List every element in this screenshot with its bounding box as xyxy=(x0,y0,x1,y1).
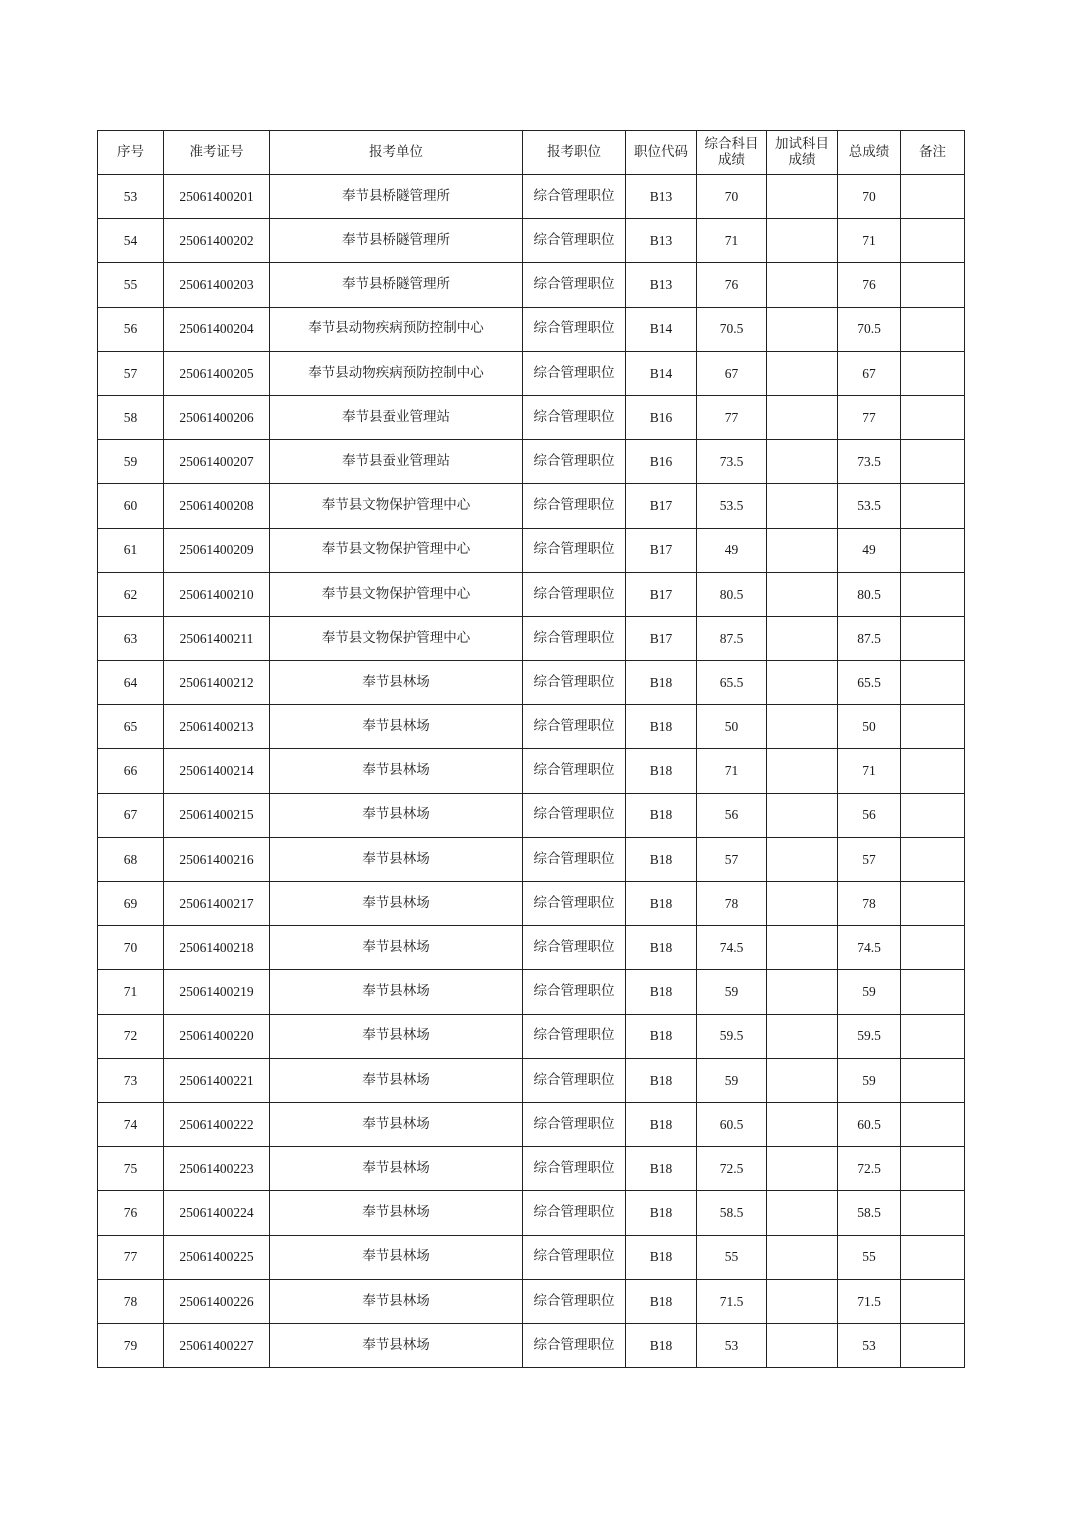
cell-seq: 65 xyxy=(98,705,164,749)
cell-code: B18 xyxy=(626,1058,697,1102)
cell-extra-score xyxy=(767,175,838,219)
cell-code: B17 xyxy=(626,616,697,660)
cell-comp-score: 73.5 xyxy=(697,440,767,484)
cell-code: B18 xyxy=(626,1279,697,1323)
cell-comp-score: 70.5 xyxy=(697,307,767,351)
cell-unit: 奉节县林场 xyxy=(270,793,523,837)
cell-note xyxy=(901,1323,965,1367)
cell-position: 综合管理职位 xyxy=(523,1102,626,1146)
cell-total: 58.5 xyxy=(838,1191,901,1235)
cell-comp-score: 71 xyxy=(697,219,767,263)
cell-ticket: 25061400205 xyxy=(164,351,270,395)
cell-code: B18 xyxy=(626,837,697,881)
cell-total: 49 xyxy=(838,528,901,572)
cell-ticket: 25061400220 xyxy=(164,1014,270,1058)
cell-seq: 58 xyxy=(98,395,164,439)
cell-code: B13 xyxy=(626,263,697,307)
table-row xyxy=(98,1058,965,1102)
cell-note xyxy=(901,1058,965,1102)
cell-extra-score xyxy=(767,263,838,307)
cell-total: 59 xyxy=(838,1058,901,1102)
cell-comp-score: 50 xyxy=(697,705,767,749)
cell-total: 73.5 xyxy=(838,440,901,484)
cell-code: B18 xyxy=(626,793,697,837)
cell-ticket: 25061400221 xyxy=(164,1058,270,1102)
cell-total: 71.5 xyxy=(838,1279,901,1323)
cell-position: 综合管理职位 xyxy=(523,263,626,307)
cell-note xyxy=(901,1235,965,1279)
cell-unit: 奉节县林场 xyxy=(270,1191,523,1235)
header-code: 职位代码 xyxy=(626,131,697,175)
cell-code: B17 xyxy=(626,484,697,528)
table-row xyxy=(98,1147,965,1191)
cell-extra-score xyxy=(767,395,838,439)
cell-extra-score xyxy=(767,1014,838,1058)
cell-note xyxy=(901,572,965,616)
cell-note xyxy=(901,661,965,705)
cell-comp-score: 70 xyxy=(697,175,767,219)
cell-unit: 奉节县林场 xyxy=(270,1014,523,1058)
cell-code: B18 xyxy=(626,661,697,705)
cell-extra-score xyxy=(767,484,838,528)
cell-note xyxy=(901,219,965,263)
table-row xyxy=(98,1191,965,1235)
cell-note xyxy=(901,1014,965,1058)
cell-unit: 奉节县林场 xyxy=(270,749,523,793)
cell-seq: 76 xyxy=(98,1191,164,1235)
cell-ticket: 25061400217 xyxy=(164,882,270,926)
cell-total: 50 xyxy=(838,705,901,749)
cell-note xyxy=(901,926,965,970)
cell-total: 71 xyxy=(838,219,901,263)
cell-unit: 奉节县文物保护管理中心 xyxy=(270,616,523,660)
cell-comp-score: 53 xyxy=(697,1323,767,1367)
score-table xyxy=(97,130,965,1368)
table-row xyxy=(98,1235,965,1279)
cell-extra-score xyxy=(767,1323,838,1367)
cell-note xyxy=(901,705,965,749)
cell-seq: 53 xyxy=(98,175,164,219)
cell-ticket: 25061400227 xyxy=(164,1323,270,1367)
table-row xyxy=(98,793,965,837)
cell-ticket: 25061400209 xyxy=(164,528,270,572)
cell-note xyxy=(901,440,965,484)
cell-comp-score: 67 xyxy=(697,351,767,395)
cell-unit: 奉节县林场 xyxy=(270,1235,523,1279)
cell-note xyxy=(901,793,965,837)
cell-comp-score: 72.5 xyxy=(697,1147,767,1191)
header-extra-line2: 成绩 xyxy=(788,151,816,168)
cell-code: B18 xyxy=(626,749,697,793)
cell-comp-score: 78 xyxy=(697,882,767,926)
cell-unit: 奉节县动物疾病预防控制中心 xyxy=(270,351,523,395)
cell-note xyxy=(901,307,965,351)
cell-ticket: 25061400226 xyxy=(164,1279,270,1323)
cell-code: B14 xyxy=(626,307,697,351)
table-row xyxy=(98,970,965,1014)
cell-total: 59.5 xyxy=(838,1014,901,1058)
cell-ticket: 25061400206 xyxy=(164,395,270,439)
cell-extra-score xyxy=(767,1235,838,1279)
header-position: 报考职位 xyxy=(523,131,626,175)
cell-extra-score xyxy=(767,661,838,705)
cell-ticket: 25061400213 xyxy=(164,705,270,749)
cell-total: 65.5 xyxy=(838,661,901,705)
table-row xyxy=(98,484,965,528)
cell-position: 综合管理职位 xyxy=(523,1235,626,1279)
cell-note xyxy=(901,837,965,881)
cell-position: 综合管理职位 xyxy=(523,1191,626,1235)
cell-position: 综合管理职位 xyxy=(523,1058,626,1102)
cell-extra-score xyxy=(767,307,838,351)
header-seq: 序号 xyxy=(98,131,164,175)
cell-note xyxy=(901,351,965,395)
table-row xyxy=(98,1279,965,1323)
table-row xyxy=(98,1102,965,1146)
cell-ticket: 25061400211 xyxy=(164,616,270,660)
table-row xyxy=(98,661,965,705)
cell-seq: 72 xyxy=(98,1014,164,1058)
cell-seq: 64 xyxy=(98,661,164,705)
cell-code: B17 xyxy=(626,528,697,572)
cell-ticket: 25061400203 xyxy=(164,263,270,307)
cell-comp-score: 65.5 xyxy=(697,661,767,705)
cell-note xyxy=(901,970,965,1014)
cell-note xyxy=(901,882,965,926)
cell-note xyxy=(901,528,965,572)
cell-position: 综合管理职位 xyxy=(523,351,626,395)
cell-extra-score xyxy=(767,1102,838,1146)
cell-note xyxy=(901,1147,965,1191)
cell-position: 综合管理职位 xyxy=(523,970,626,1014)
cell-seq: 78 xyxy=(98,1279,164,1323)
table-row xyxy=(98,616,965,660)
cell-extra-score xyxy=(767,219,838,263)
table-header xyxy=(98,131,965,175)
cell-extra-score xyxy=(767,351,838,395)
cell-total: 67 xyxy=(838,351,901,395)
cell-position: 综合管理职位 xyxy=(523,484,626,528)
cell-comp-score: 57 xyxy=(697,837,767,881)
cell-position: 综合管理职位 xyxy=(523,395,626,439)
cell-note xyxy=(901,1191,965,1235)
cell-position: 综合管理职位 xyxy=(523,705,626,749)
cell-note xyxy=(901,1279,965,1323)
header-row xyxy=(98,131,965,175)
cell-extra-score xyxy=(767,1058,838,1102)
table-row xyxy=(98,219,965,263)
cell-ticket: 25061400223 xyxy=(164,1147,270,1191)
cell-unit: 奉节县林场 xyxy=(270,882,523,926)
cell-total: 77 xyxy=(838,395,901,439)
cell-total: 57 xyxy=(838,837,901,881)
cell-seq: 77 xyxy=(98,1235,164,1279)
cell-position: 综合管理职位 xyxy=(523,307,626,351)
cell-unit: 奉节县蚕业管理站 xyxy=(270,440,523,484)
cell-position: 综合管理职位 xyxy=(523,440,626,484)
cell-total: 70 xyxy=(838,175,901,219)
cell-code: B18 xyxy=(626,1014,697,1058)
table-row xyxy=(98,1014,965,1058)
cell-code: B14 xyxy=(626,351,697,395)
cell-extra-score xyxy=(767,793,838,837)
header-extra-score xyxy=(767,131,838,175)
header-comp-score xyxy=(697,131,767,175)
cell-unit: 奉节县林场 xyxy=(270,1058,523,1102)
cell-seq: 66 xyxy=(98,749,164,793)
table-row xyxy=(98,528,965,572)
cell-ticket: 25061400214 xyxy=(164,749,270,793)
cell-seq: 68 xyxy=(98,837,164,881)
cell-ticket: 25061400201 xyxy=(164,175,270,219)
cell-total: 59 xyxy=(838,970,901,1014)
cell-seq: 59 xyxy=(98,440,164,484)
cell-seq: 69 xyxy=(98,882,164,926)
cell-code: B13 xyxy=(626,175,697,219)
cell-code: B18 xyxy=(626,926,697,970)
cell-ticket: 25061400216 xyxy=(164,837,270,881)
cell-comp-score: 87.5 xyxy=(697,616,767,660)
cell-position: 综合管理职位 xyxy=(523,837,626,881)
cell-total: 60.5 xyxy=(838,1102,901,1146)
cell-ticket: 25061400210 xyxy=(164,572,270,616)
cell-note xyxy=(901,1102,965,1146)
cell-extra-score xyxy=(767,705,838,749)
cell-comp-score: 53.5 xyxy=(697,484,767,528)
cell-code: B18 xyxy=(626,1102,697,1146)
table-row xyxy=(98,572,965,616)
cell-extra-score xyxy=(767,970,838,1014)
cell-note xyxy=(901,263,965,307)
cell-comp-score: 71.5 xyxy=(697,1279,767,1323)
table-row xyxy=(98,882,965,926)
cell-seq: 67 xyxy=(98,793,164,837)
cell-seq: 56 xyxy=(98,307,164,351)
cell-position: 综合管理职位 xyxy=(523,882,626,926)
cell-extra-score xyxy=(767,1191,838,1235)
table-row xyxy=(98,263,965,307)
cell-position: 综合管理职位 xyxy=(523,1147,626,1191)
cell-total: 70.5 xyxy=(838,307,901,351)
cell-extra-score xyxy=(767,749,838,793)
table-row xyxy=(98,307,965,351)
cell-code: B18 xyxy=(626,1323,697,1367)
cell-unit: 奉节县文物保护管理中心 xyxy=(270,572,523,616)
cell-code: B13 xyxy=(626,219,697,263)
cell-extra-score xyxy=(767,616,838,660)
table-row xyxy=(98,705,965,749)
cell-unit: 奉节县文物保护管理中心 xyxy=(270,484,523,528)
cell-unit: 奉节县林场 xyxy=(270,661,523,705)
cell-comp-score: 77 xyxy=(697,395,767,439)
cell-code: B18 xyxy=(626,1147,697,1191)
cell-comp-score: 71 xyxy=(697,749,767,793)
cell-comp-score: 74.5 xyxy=(697,926,767,970)
cell-extra-score xyxy=(767,882,838,926)
cell-comp-score: 59 xyxy=(697,970,767,1014)
cell-comp-score: 56 xyxy=(697,793,767,837)
table-row xyxy=(98,175,965,219)
cell-unit: 奉节县桥隧管理所 xyxy=(270,175,523,219)
table-row xyxy=(98,440,965,484)
cell-code: B18 xyxy=(626,882,697,926)
cell-unit: 奉节县文物保护管理中心 xyxy=(270,528,523,572)
cell-position: 综合管理职位 xyxy=(523,1014,626,1058)
cell-comp-score: 76 xyxy=(697,263,767,307)
cell-total: 80.5 xyxy=(838,572,901,616)
cell-seq: 74 xyxy=(98,1102,164,1146)
cell-seq: 62 xyxy=(98,572,164,616)
table-row xyxy=(98,1323,965,1367)
cell-position: 综合管理职位 xyxy=(523,1323,626,1367)
header-comp-line1: 综合科目 xyxy=(704,135,759,152)
cell-note xyxy=(901,175,965,219)
cell-extra-score xyxy=(767,926,838,970)
cell-total: 74.5 xyxy=(838,926,901,970)
cell-position: 综合管理职位 xyxy=(523,793,626,837)
cell-unit: 奉节县林场 xyxy=(270,1147,523,1191)
cell-seq: 70 xyxy=(98,926,164,970)
cell-comp-score: 60.5 xyxy=(697,1102,767,1146)
cell-code: B18 xyxy=(626,705,697,749)
cell-total: 87.5 xyxy=(838,616,901,660)
cell-total: 76 xyxy=(838,263,901,307)
header-comp-line2: 成绩 xyxy=(718,151,745,168)
cell-seq: 60 xyxy=(98,484,164,528)
cell-position: 综合管理职位 xyxy=(523,572,626,616)
cell-code: B16 xyxy=(626,395,697,439)
cell-seq: 79 xyxy=(98,1323,164,1367)
cell-total: 55 xyxy=(838,1235,901,1279)
cell-seq: 57 xyxy=(98,351,164,395)
cell-unit: 奉节县林场 xyxy=(270,705,523,749)
table-row xyxy=(98,395,965,439)
cell-extra-score xyxy=(767,837,838,881)
table-row xyxy=(98,351,965,395)
cell-position: 综合管理职位 xyxy=(523,616,626,660)
cell-position: 综合管理职位 xyxy=(523,219,626,263)
cell-ticket: 25061400219 xyxy=(164,970,270,1014)
cell-extra-score xyxy=(767,440,838,484)
cell-unit: 奉节县林场 xyxy=(270,1102,523,1146)
cell-code: B17 xyxy=(626,572,697,616)
table-body xyxy=(98,175,965,1368)
cell-unit: 奉节县林场 xyxy=(270,837,523,881)
header-note: 备注 xyxy=(901,131,965,175)
cell-unit: 奉节县蚕业管理站 xyxy=(270,395,523,439)
cell-unit: 奉节县林场 xyxy=(270,1279,523,1323)
cell-total: 78 xyxy=(838,882,901,926)
cell-comp-score: 59.5 xyxy=(697,1014,767,1058)
cell-ticket: 25061400212 xyxy=(164,661,270,705)
cell-unit: 奉节县林场 xyxy=(270,970,523,1014)
cell-extra-score xyxy=(767,528,838,572)
header-total: 总成绩 xyxy=(838,131,901,175)
cell-unit: 奉节县桥隧管理所 xyxy=(270,263,523,307)
cell-total: 71 xyxy=(838,749,901,793)
cell-total: 72.5 xyxy=(838,1147,901,1191)
cell-seq: 55 xyxy=(98,263,164,307)
header-extra-line1: 加试科目 xyxy=(775,135,829,152)
cell-ticket: 25061400218 xyxy=(164,926,270,970)
cell-code: B18 xyxy=(626,1235,697,1279)
header-ticket: 准考证号 xyxy=(164,131,270,175)
cell-position: 综合管理职位 xyxy=(523,1279,626,1323)
cell-seq: 75 xyxy=(98,1147,164,1191)
cell-ticket: 25061400225 xyxy=(164,1235,270,1279)
cell-code: B18 xyxy=(626,970,697,1014)
cell-note xyxy=(901,395,965,439)
cell-total: 53 xyxy=(838,1323,901,1367)
cell-position: 综合管理职位 xyxy=(523,661,626,705)
cell-unit: 奉节县桥隧管理所 xyxy=(270,219,523,263)
cell-unit: 奉节县林场 xyxy=(270,926,523,970)
cell-seq: 54 xyxy=(98,219,164,263)
cell-comp-score: 58.5 xyxy=(697,1191,767,1235)
cell-seq: 71 xyxy=(98,970,164,1014)
cell-seq: 63 xyxy=(98,616,164,660)
cell-code: B16 xyxy=(626,440,697,484)
cell-note xyxy=(901,616,965,660)
cell-comp-score: 80.5 xyxy=(697,572,767,616)
cell-code: B18 xyxy=(626,1191,697,1235)
cell-comp-score: 55 xyxy=(697,1235,767,1279)
cell-extra-score xyxy=(767,572,838,616)
cell-ticket: 25061400208 xyxy=(164,484,270,528)
table-row xyxy=(98,926,965,970)
table-row xyxy=(98,837,965,881)
cell-ticket: 25061400204 xyxy=(164,307,270,351)
cell-note xyxy=(901,749,965,793)
table-row xyxy=(98,749,965,793)
cell-extra-score xyxy=(767,1147,838,1191)
cell-ticket: 25061400207 xyxy=(164,440,270,484)
cell-position: 综合管理职位 xyxy=(523,926,626,970)
header-unit: 报考单位 xyxy=(270,131,523,175)
cell-seq: 61 xyxy=(98,528,164,572)
cell-position: 综合管理职位 xyxy=(523,749,626,793)
cell-unit: 奉节县林场 xyxy=(270,1323,523,1367)
cell-total: 53.5 xyxy=(838,484,901,528)
cell-total: 56 xyxy=(838,793,901,837)
cell-unit: 奉节县动物疾病预防控制中心 xyxy=(270,307,523,351)
cell-extra-score xyxy=(767,1279,838,1323)
cell-note xyxy=(901,484,965,528)
cell-position: 综合管理职位 xyxy=(523,175,626,219)
cell-ticket: 25061400224 xyxy=(164,1191,270,1235)
cell-ticket: 25061400222 xyxy=(164,1102,270,1146)
cell-comp-score: 49 xyxy=(697,528,767,572)
cell-position: 综合管理职位 xyxy=(523,528,626,572)
cell-ticket: 25061400215 xyxy=(164,793,270,837)
cell-ticket: 25061400202 xyxy=(164,219,270,263)
cell-seq: 73 xyxy=(98,1058,164,1102)
cell-comp-score: 59 xyxy=(697,1058,767,1102)
